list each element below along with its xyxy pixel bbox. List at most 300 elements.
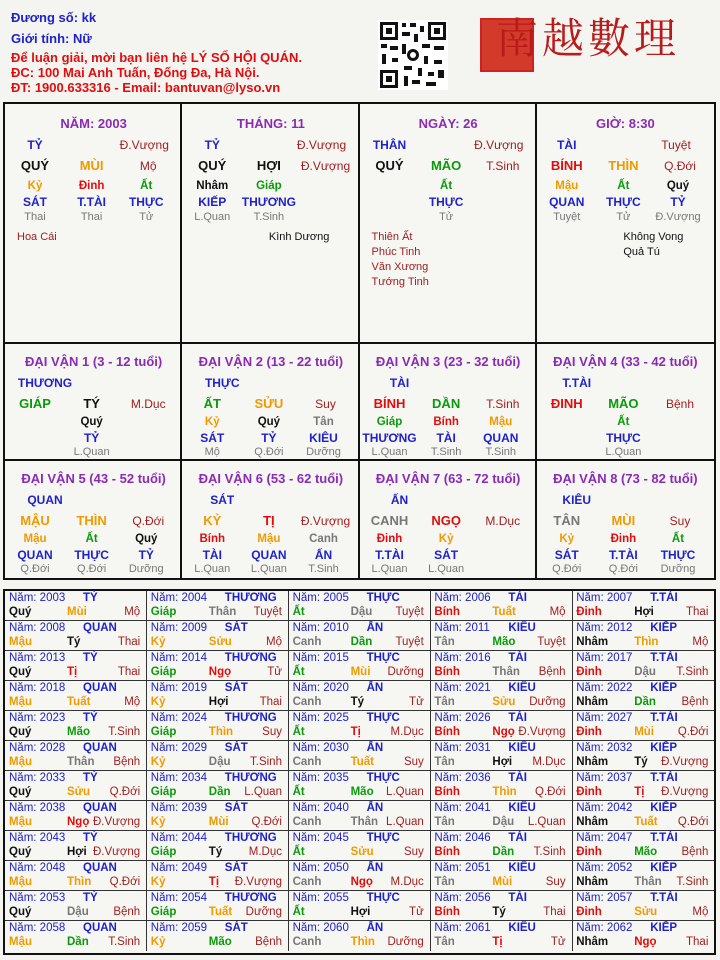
year-can: Bính <box>434 846 460 858</box>
year-can: Mậu <box>9 756 32 768</box>
dai-van-life: Suy <box>315 397 336 411</box>
year-can: Bính <box>434 786 460 798</box>
year-chi: Dần <box>634 696 656 708</box>
year-god: SÁT <box>224 742 248 754</box>
year-chi: Dậu <box>492 816 515 828</box>
year-chi: Thân <box>67 756 95 768</box>
dai-van-title: ĐẠI VẬN 1 (3 - 12 tuổi) <box>25 354 163 369</box>
year-god: T.TÀI <box>650 652 678 664</box>
year-life: M.Dục <box>390 726 424 738</box>
year-cell <box>289 741 431 771</box>
year-god: TÀI <box>508 652 527 664</box>
year-label: Năm: 2054 <box>150 892 208 904</box>
year-can: Ất <box>292 606 305 618</box>
year-chi: Sửu <box>634 906 658 918</box>
year-cell <box>147 861 289 891</box>
year-label: Năm: 2020 <box>292 682 349 694</box>
year-can: Tân <box>434 696 455 708</box>
hidden-god: TỶ <box>670 195 686 209</box>
year-life: Mộ <box>692 906 709 918</box>
star-right: Kình Dương <box>268 231 330 243</box>
hidden-god: SÁT <box>23 195 47 209</box>
dai-van-god: QUAN <box>27 493 63 507</box>
year-cell <box>289 621 431 651</box>
year-cell <box>430 591 572 621</box>
year-god: QUAN <box>83 682 117 694</box>
year-god: T.TÀI <box>650 832 678 844</box>
year-chi: Tuất <box>67 696 91 708</box>
year-can: Canh <box>292 696 322 708</box>
year-cell <box>572 891 714 921</box>
year-label: Năm: 2056 <box>434 892 491 904</box>
year-chi: Tị <box>208 876 220 888</box>
year-can: Giáp <box>150 726 177 738</box>
dai-van-hidden-life: L.Quan <box>73 446 110 458</box>
hidden-stem: Ất <box>140 180 153 192</box>
year-can: Mậu <box>9 816 32 828</box>
pillar-can: QUÝ <box>198 158 227 173</box>
year-life: Tuyệt <box>395 636 424 648</box>
year-chi: Mão <box>634 846 658 858</box>
year-chi: Ngọ <box>208 666 232 678</box>
year-god: TỶ <box>83 592 98 604</box>
year-label: Năm: 2061 <box>434 922 491 934</box>
year-chi: Tuất <box>208 906 233 918</box>
dai-van-hidden-life: L.Quan <box>194 563 231 575</box>
year-life: Q.Đới <box>677 816 709 828</box>
dai-van-chi: SỬU <box>254 396 284 411</box>
year-label: Năm: 2009 <box>150 622 208 634</box>
dai-van-chi: DẦN <box>432 396 461 411</box>
year-life: Q.Đới <box>677 726 709 738</box>
dai-van-god: T.TÀI <box>562 376 592 390</box>
star-right: Quả Tú <box>623 246 660 258</box>
dai-van-hidden-god: THỰC <box>660 548 696 562</box>
year-cell <box>430 861 572 891</box>
pillar-title: NĂM: 2003 <box>60 116 127 131</box>
year-cell <box>572 681 714 711</box>
hidden-god: THỰC <box>428 195 464 209</box>
dai-van-hidden-stem: Quý <box>80 416 103 428</box>
year-god: THỰC <box>366 772 400 784</box>
year-can: Quý <box>9 786 32 798</box>
dai-van-hidden-god: ẤN <box>314 548 333 562</box>
dai-van-hidden-stem: Bính <box>199 533 226 545</box>
dai-van-hidden-god: QUAN <box>483 431 519 445</box>
year-chi: Dậu <box>67 906 89 918</box>
year-can: Tân <box>434 876 455 888</box>
year-can: Bính <box>434 906 460 918</box>
year-life: Mộ <box>124 606 141 618</box>
year-god: TÀI <box>508 772 527 784</box>
year-cell <box>147 921 289 951</box>
pillar-can: QUÝ <box>375 158 404 173</box>
year-chi: Sửu <box>67 786 91 798</box>
dai-van-hidden-stem: Tân <box>313 416 334 428</box>
year-cell <box>147 621 289 651</box>
year-can: Nhâm <box>576 816 609 828</box>
year-life: Đ.Vượng <box>92 816 141 828</box>
year-can: Đinh <box>576 846 602 858</box>
dai-van-hidden-stem: Kỷ <box>438 533 454 545</box>
phone-email: ĐT: 1900.633316 - Email: bantuvan@lyso.vn <box>11 80 281 95</box>
hidden-life: Thai <box>80 211 103 223</box>
dai-van-hidden-god: TÀI <box>436 431 456 445</box>
hidden-life: Tử <box>139 211 154 223</box>
hidden-god: THỰC <box>128 195 164 209</box>
year-label: Năm: 2046 <box>434 832 491 844</box>
pillar-status: Đ.Vượng <box>474 138 524 152</box>
year-can: Ất <box>292 846 305 858</box>
year-life: Suy <box>545 876 566 888</box>
year-life: Đ.Vượng <box>92 846 141 858</box>
dai-van-can: CANH <box>370 513 409 528</box>
dai-van-god: ẤN <box>390 493 409 507</box>
year-life: Đ.Vượng <box>518 726 566 738</box>
year-god: TÀI <box>508 832 527 844</box>
year-can: Mậu <box>9 936 32 948</box>
dai-van-chi: TÝ <box>83 396 100 411</box>
year-cell <box>572 621 714 651</box>
year-life: L.Quan <box>386 786 424 798</box>
hidden-stem: Ất <box>617 180 630 192</box>
year-cell <box>289 651 431 681</box>
year-cell <box>430 621 572 651</box>
year-can: Canh <box>292 936 322 948</box>
dai-van-hidden-life: Mộ <box>204 446 220 458</box>
dai-van-life: M.Dục <box>485 514 521 528</box>
year-can: Giáp <box>150 606 177 618</box>
year-cell <box>289 921 431 951</box>
year-chi: Thìn <box>492 786 517 798</box>
year-god: KIÊU <box>508 862 536 874</box>
year-can: Canh <box>292 876 322 888</box>
year-god: ẤN <box>366 922 384 934</box>
year-chi: Dậu <box>350 606 373 618</box>
dai-van-title: ĐẠI VẬN 8 (73 - 82 tuổi) <box>553 471 698 486</box>
year-can: Đinh <box>576 786 602 798</box>
year-can: Mậu <box>9 696 32 708</box>
hidden-god: T.TÀI <box>77 195 106 209</box>
pillar-chi: MÙI <box>79 158 104 173</box>
year-god: KIẾP <box>650 802 678 814</box>
year-life: Suy <box>403 756 424 768</box>
year-god: QUAN <box>83 802 117 814</box>
hidden-stem: Đinh <box>78 180 105 192</box>
year-god: TÀI <box>508 592 527 604</box>
year-life: M.Dục <box>248 846 282 858</box>
year-label: Năm: 2057 <box>576 892 633 904</box>
dai-van-title: ĐẠI VẬN 3 (23 - 32 tuổi) <box>375 354 521 369</box>
dai-van-hidden-life: T.Sinh <box>485 446 517 458</box>
year-god: THƯƠNG <box>224 892 277 904</box>
year-god: THỰC <box>366 892 400 904</box>
year-cell <box>572 591 714 621</box>
year-life: Tử <box>409 696 424 708</box>
year-can: Canh <box>292 636 322 648</box>
dai-van-hidden-life: L.Quan <box>428 563 465 575</box>
dai-van-hidden-stem: Canh <box>309 533 338 545</box>
pillar-status: Tuyệt <box>661 138 691 152</box>
year-label: Năm: 2060 <box>292 922 349 934</box>
year-label: Năm: 2028 <box>9 742 66 754</box>
dai-van-can: TÂN <box>553 513 581 528</box>
year-chi: Tuất <box>492 606 516 618</box>
year-god: KIẾP <box>650 922 678 934</box>
hidden-life: T.Sinh <box>253 211 285 223</box>
year-life: L.Quan <box>386 816 424 828</box>
year-chi: Sửu <box>208 636 232 648</box>
year-chi: Mùi <box>208 816 229 828</box>
year-cell <box>289 711 431 741</box>
year-god: THƯƠNG <box>224 652 277 664</box>
year-cell <box>5 711 147 741</box>
annual-years-grid <box>3 589 716 955</box>
pillar-title: NGÀY: 26 <box>418 116 478 131</box>
year-chi: Thìn <box>634 636 659 648</box>
dai-van-can: ẤT <box>203 396 221 411</box>
year-god: KIÊU <box>508 922 536 934</box>
year-can: Nhâm <box>576 876 609 888</box>
year-cell <box>430 921 572 951</box>
pillar-cell <box>182 104 359 344</box>
year-can: Kỷ <box>150 636 166 648</box>
year-chi: Thân <box>492 666 520 678</box>
pillar-chi: HỢI <box>256 158 281 173</box>
year-god: THƯƠNG <box>224 772 277 784</box>
dai-van-hidden-stem: Mậu <box>257 533 281 545</box>
pillar-god: TỶ <box>204 138 220 152</box>
year-cell <box>289 891 431 921</box>
year-chi: Mão <box>492 636 516 648</box>
pillar-god: TỶ <box>27 138 43 152</box>
dai-van-chi: MÙI <box>611 513 636 528</box>
year-god: SÁT <box>224 622 248 634</box>
year-label: Năm: 2043 <box>9 832 66 844</box>
hidden-stem: Mậu <box>555 180 579 192</box>
year-can: Đinh <box>576 726 602 738</box>
year-chi: Tị <box>350 726 361 738</box>
year-chi: Thìn <box>67 876 92 888</box>
pillar-life: Đ.Vượng <box>300 159 351 173</box>
dai-van-cell <box>360 344 537 461</box>
year-label: Năm: 2051 <box>434 862 491 874</box>
year-life: Tuyệt <box>395 606 424 618</box>
year-life: Mộ <box>266 636 282 648</box>
year-life: Đ.Vượng <box>234 876 282 888</box>
year-label: Năm: 2039 <box>150 802 208 814</box>
year-chi: Mùi <box>634 726 654 738</box>
year-god: KIẾP <box>650 682 678 694</box>
year-cell <box>147 591 289 621</box>
dai-van-hidden-god: SÁT <box>200 431 225 445</box>
year-cell <box>289 831 431 861</box>
year-label: Năm: 2062 <box>576 922 633 934</box>
year-can: Tân <box>434 636 455 648</box>
year-god: QUAN <box>83 922 117 934</box>
year-chi: Tuất <box>634 816 658 828</box>
year-can: Canh <box>292 756 322 768</box>
year-can: Ất <box>292 666 305 678</box>
year-label: Năm: 2029 <box>150 742 208 754</box>
dai-van-hidden-stem: Ất <box>85 533 98 545</box>
year-cell <box>572 651 714 681</box>
year-god: ẤN <box>366 802 384 814</box>
year-god: T.TÀI <box>650 772 678 784</box>
year-label: Năm: 2037 <box>576 772 633 784</box>
dai-van-hidden-life: L.Quan <box>250 563 287 575</box>
year-life: Bệnh <box>255 936 282 948</box>
hidden-god: KIẾP <box>198 195 227 209</box>
hidden-stem: Ất <box>440 180 453 192</box>
dai-van-god: KIÊU <box>562 493 592 507</box>
year-can: Kỷ <box>150 936 166 948</box>
year-cell <box>5 921 147 951</box>
dai-van-hidden-stem: Quý <box>257 416 281 428</box>
year-can: Đinh <box>576 906 602 918</box>
year-life: T.Sinh <box>250 756 282 768</box>
year-chi: Ngọ <box>67 816 90 828</box>
year-god: SÁT <box>224 682 248 694</box>
year-cell <box>572 771 714 801</box>
year-can: Quý <box>9 666 32 678</box>
dai-van-cell <box>5 461 182 578</box>
year-can: Mậu <box>9 876 32 888</box>
year-cell <box>289 801 431 831</box>
year-god: KIẾP <box>650 622 678 634</box>
year-chi: Sửu <box>492 696 516 708</box>
year-life: Thai <box>543 906 566 918</box>
year-god: TỶ <box>83 832 98 844</box>
dai-van-chi: MÃO <box>608 396 639 411</box>
year-chi: Tý <box>634 756 648 768</box>
year-god: T.TÀI <box>650 712 678 724</box>
year-life: L.Quan <box>244 786 282 798</box>
year-cell <box>5 681 147 711</box>
year-god: THỰC <box>366 832 400 844</box>
year-life: T.Sinh <box>676 876 709 888</box>
year-god: T.TÀI <box>650 592 678 604</box>
year-life: Q.Đới <box>251 816 282 828</box>
year-cell <box>572 741 714 771</box>
year-life: Mộ <box>692 636 709 648</box>
year-label: Năm: 2011 <box>434 622 490 634</box>
hidden-life: Tuyệt <box>553 211 581 223</box>
year-life: Mộ <box>549 606 566 618</box>
year-chi: Tý <box>67 636 81 648</box>
year-god: THƯƠNG <box>224 832 277 844</box>
year-can: Đinh <box>576 606 602 618</box>
year-label: Năm: 2030 <box>292 742 349 754</box>
year-label: Năm: 2038 <box>9 802 66 814</box>
year-life: T.Sinh <box>533 846 566 858</box>
dai-van-god: THƯƠNG <box>17 376 73 390</box>
year-life: Thai <box>259 696 282 708</box>
dai-van-hidden-god: SÁT <box>434 548 459 562</box>
pillar-life: T.Sinh <box>486 159 520 173</box>
year-god: THƯƠNG <box>224 712 277 724</box>
year-cell <box>5 771 147 801</box>
pillar-life: Mộ <box>139 159 157 173</box>
year-cell <box>572 801 714 831</box>
hidden-stem: Kỷ <box>27 180 43 192</box>
pillar-cell <box>5 104 182 344</box>
year-cell <box>289 861 431 891</box>
dai-van-can: MẬU <box>20 513 50 528</box>
year-cell <box>289 591 431 621</box>
year-can: Ất <box>292 786 305 798</box>
year-can: Nhâm <box>576 636 609 648</box>
year-label: Năm: 2018 <box>9 682 66 694</box>
year-cell <box>5 861 147 891</box>
year-label: Năm: 2015 <box>292 652 349 664</box>
year-label: Năm: 2016 <box>434 652 491 664</box>
year-god: TÀI <box>508 892 527 904</box>
year-god: SÁT <box>224 862 248 874</box>
year-label: Năm: 2012 <box>576 622 633 634</box>
year-life: M.Dục <box>390 876 424 888</box>
year-cell <box>572 921 714 951</box>
pillar-cell <box>360 104 537 344</box>
dai-van-life: Q.Đới <box>132 514 165 528</box>
year-can: Quý <box>9 606 32 618</box>
year-can: Bính <box>434 726 460 738</box>
year-god: KIÊU <box>508 802 536 814</box>
dai-van-title: ĐẠI VẬN 5 (43 - 52 tuổi) <box>21 471 166 486</box>
hidden-life: Thai <box>24 211 46 223</box>
year-cell <box>5 591 147 621</box>
year-god: THỰC <box>366 592 400 604</box>
year-life: Dưỡng <box>245 906 282 918</box>
year-chi: Tý <box>492 906 506 918</box>
year-cell <box>147 891 289 921</box>
dai-van-hidden-stem: Kỷ <box>204 416 220 428</box>
year-cell <box>430 801 572 831</box>
year-chi: Sửu <box>350 846 374 858</box>
dai-van-hidden-stem: Bính <box>433 416 459 428</box>
dai-van-hidden-stem: Quý <box>135 533 158 545</box>
dai-van-chi: NGỌ <box>431 513 461 528</box>
year-life: Bệnh <box>681 846 709 858</box>
year-label: Năm: 2044 <box>150 832 208 844</box>
dai-van-can: ĐINH <box>550 396 583 411</box>
year-can: Bính <box>434 666 460 678</box>
year-label: Năm: 2007 <box>576 592 633 604</box>
hidden-god: THƯƠNG <box>241 195 296 209</box>
hidden-god: QUAN <box>549 195 585 209</box>
year-life: Thai <box>686 606 709 618</box>
year-chi: Tý <box>350 696 365 708</box>
dai-van-hidden-god: T.TÀI <box>609 548 638 562</box>
year-label: Năm: 2058 <box>9 922 66 934</box>
year-can: Mậu <box>9 636 32 648</box>
year-cell <box>5 831 147 861</box>
year-god: THƯƠNG <box>224 592 277 604</box>
pillar-life: Q.Đới <box>664 159 696 173</box>
year-chi: Ngọ <box>492 726 515 738</box>
year-chi: Thân <box>350 816 379 828</box>
year-label: Năm: 2053 <box>9 892 66 904</box>
year-can: Kỷ <box>150 876 166 888</box>
year-label: Năm: 2041 <box>434 802 491 814</box>
year-life: T.Sinh <box>676 666 709 678</box>
year-can: Kỷ <box>150 816 166 828</box>
year-label: Năm: 2019 <box>150 682 208 694</box>
dai-van-hidden-god: T.TÀI <box>375 548 404 562</box>
year-chi: Hợi <box>492 756 513 768</box>
year-cell <box>572 711 714 741</box>
dai-van-hidden-life: Q.Đới <box>608 563 638 575</box>
